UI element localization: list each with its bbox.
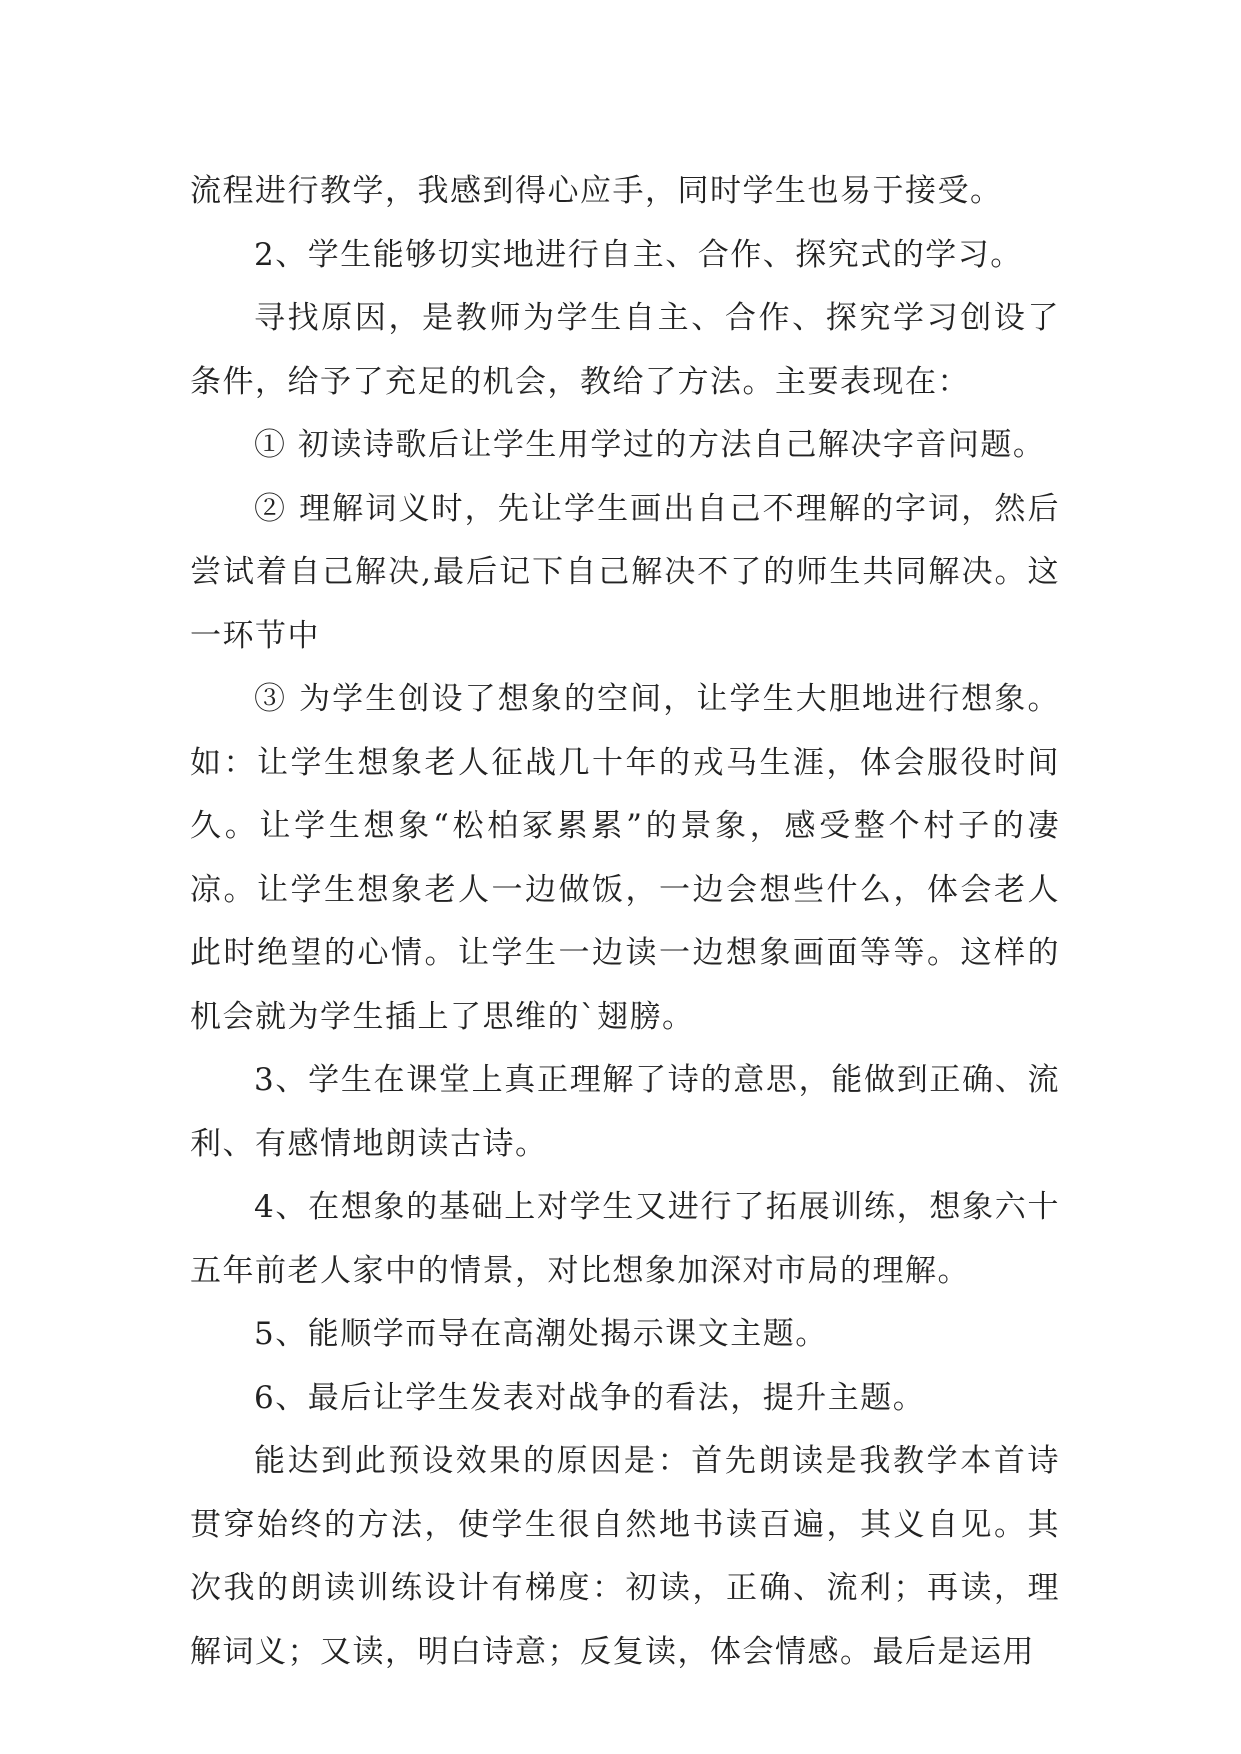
paragraph: ① 初读诗歌后让学生用学过的方法自己解决字音问题。 bbox=[254, 427, 1046, 463]
paragraph: ② 理解词义时，先让学生画出自己不理解的字词，然后尝试着自己解决,最后记下自己解决不了的师生共同解决。这一环节中 bbox=[190, 490, 1060, 654]
paragraph: 能达到此预设效果的原因是：首先朗读是我教学本首诗贯穿始终的方法，使学生很自然地书读百遍，其义自见。其次我的朗读训练设计有梯度：初读，正确、流利；再读，理解词义；又读，明白诗意；反复读，体会情感。最后是运用 bbox=[190, 1443, 1060, 1670]
paragraph: ③ 为学生创设了想象的空间，让学生大胆地进行想象。如：让学生想象老人征战几十年的戎马生涯，体会服役时间久。让学生想象“松柏冢累累”的景象，感受整个村子的凄凉。让学生想象老人一边做饭，一边会想些什么，体会老人此时绝望的心情。让学生一边读一边想象画面等等。这样的机会就为学生插上了思维的`翅膀。 bbox=[190, 681, 1060, 1035]
paragraph: 流程进行教学，我感到得心应手，同时学生也易于接受。 bbox=[190, 173, 1003, 209]
paragraph: 4、在想象的基础上对学生又进行了拓展训练，想象六十五年前老人家中的情景，对比想象加深对市局的理解。 bbox=[190, 1189, 1060, 1289]
paragraph: 寻找原因，是教师为学生自主、合作、探究学习创设了条件，给予了充足的机会，教给了方法。主要表现在： bbox=[190, 300, 1060, 400]
document-body bbox=[190, 160, 1060, 1684]
paragraph: 5、能顺学而导在高潮处揭示课文主题。 bbox=[254, 1316, 828, 1352]
paragraph: 3、学生在课堂上真正理解了诗的意思，能做到正确、流利、有感情地朗读古诗。 bbox=[190, 1062, 1060, 1162]
paragraph: 2、学生能够切实地进行自主、合作、探究式的学习。 bbox=[254, 236, 1023, 273]
paragraph: 6、最后让学生发表对战争的看法，提升主题。 bbox=[254, 1379, 926, 1416]
